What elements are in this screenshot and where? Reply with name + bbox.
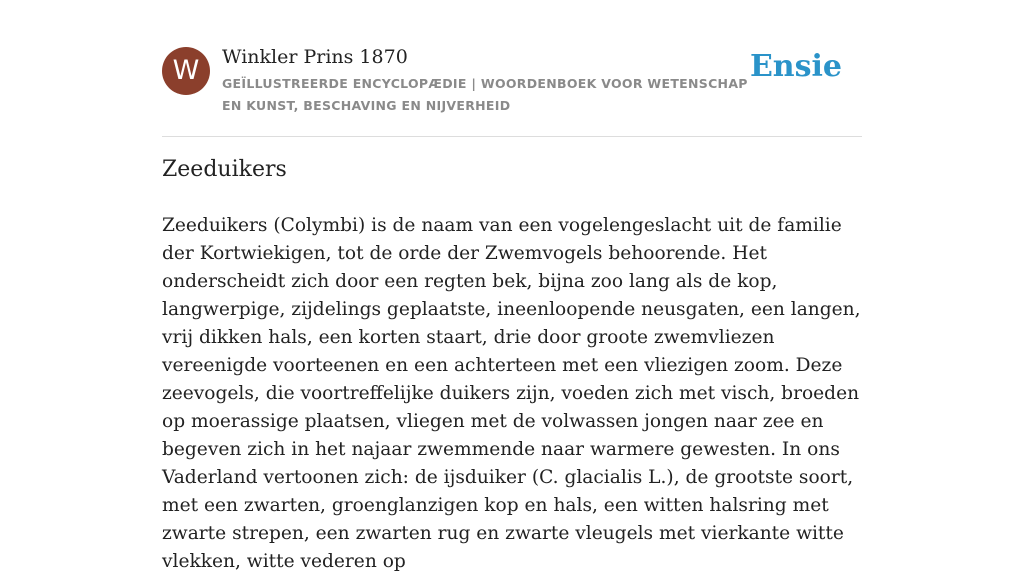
source-subtitle: GEÏLLUSTREERDE ENCYCLOPÆDIE | WOORDENBOEK VOOR WETENSCHAP EN KUNST, BESCHAVING EN NIJVERHEID — [222, 76, 748, 113]
entry-body: Zeeduikers (Colymbi) is de naam van een vogelengeslacht uit de familie der Kortwiekigen, tot de orde der Zwemvogels behoorende. Het onderscheidt zich door een regten bek, bijna zoo lang als de kop, langwerpige, zijdelings geplaatste, ineenloopende neusgaten, een langen, vrij dikken hals, een korten staart, drie door groote zwemvliezen vereenigde voorteenen en een achterteen met een vliezigen zoom. Deze zeevogels, die voortreffelijke duikers zijn, voeden zich met visch, broeden op moerassige plaatsen, vliegen met de volwassen jongen naar zee en begeven zich in het najaar zwemmende naar warmere gewesten. In ons Vaderland vertoonen zich: de ijsduiker (C. glacialis L.), de grootste soort, met een zwarten, groenglanzigen kop en hals, een witten halsring met zwarte strepen, een zwarten rug en zwarte vleugels met vierkante witte vlekken, witte vederen op — [162, 215, 861, 572]
entry-title: Zeeduikers — [162, 157, 287, 182]
source-header — [162, 44, 862, 137]
source-avatar[interactable]: W — [162, 47, 210, 95]
source-title[interactable]: Winkler Prins 1870 — [222, 46, 408, 68]
ensie-logo-link[interactable]: Ensie — [749, 49, 842, 84]
